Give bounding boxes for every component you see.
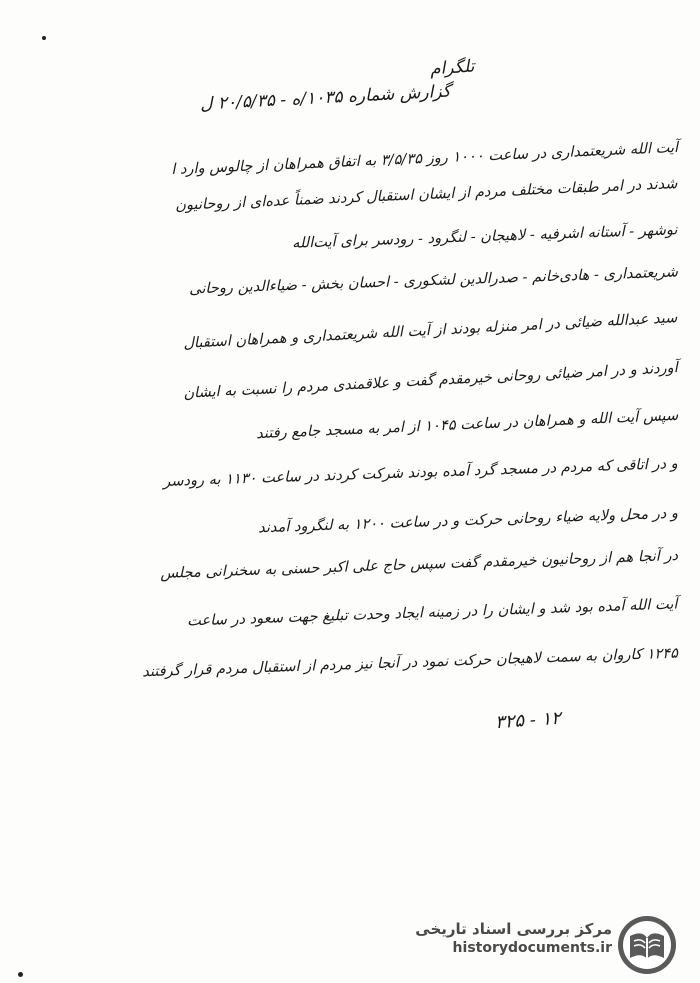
document-line: شدند در امر طبقات مختلف مردم از ایشان استقبال کردند ضمناً عده‌ای از روحانیون [175, 175, 679, 214]
document-line: شریعتمداری - هادی‌خانم - صدرالدین لشکوری - احسان بخش - ضیاءالدین روحانی [188, 263, 679, 298]
document-line: و در محل ولایه ضیاء روحانی حرکت و در ساعت ۱۲۰۰ به لنگرود آمدند [257, 504, 679, 537]
document-line: ۱۲۴۵ کاروان به سمت لاهیجان حرکت نمود در آنجا نیز مردم از استقبال مردم قرار گرفتند [141, 644, 679, 681]
document-line: نوشهر - آستانه اشرفیه - لاهیجان - لنگرود - رودسر برای آیت‌الله [292, 221, 679, 252]
archive-watermark [415, 920, 612, 956]
archive-name: مرکز بررسی اسناد تاریخی [415, 920, 612, 938]
document-line: آوردند و در امر ضیائی روحانی خیرمقدم گفت و علاقمندی مردم را نسبت به ایشان [182, 359, 679, 402]
report-number-line: گزارش شماره ۱۰۳۵/ه - ۲۰/۵/۳۵ ل [199, 81, 452, 115]
book-emblem-icon [616, 914, 678, 976]
document-line: آیت الله شریعتمداری در ساعت ۱۰۰۰ روز ۳/۵/۳۵ به اتفاق همراهان از چالوس وارد ا [170, 138, 679, 179]
document-line: سپس آیت الله و همراهان در ساعت ۱۰۴۵ از امر به مسجد جامع رفتند [255, 406, 679, 443]
scan-speck [18, 972, 23, 977]
document-line: سید عبدالله ضیائی در امر منزله بودند از آیت الله شریعتمداری و همراهان استقبال [183, 309, 679, 352]
document-line: در آنجا هم از روحانیون خیرمقدم گفت سپس حاج علی اکبر حسنی به سخنرانی مجلس [159, 546, 679, 583]
document-line: آیت الله آمده بود شد و ایشان را در زمینه ایجاد وحدت تبلیغ جهت سعود در ساعت [187, 595, 679, 630]
document-line: و در اتاقی که مردم در مسجد گرد آمده بودند شرکت کردند در ساعت ۱۱۳۰ به رودسر [163, 455, 679, 490]
archive-website: historydocuments.ir [452, 940, 612, 956]
signature-initials: ۳۲۵ - ۱۲ [494, 707, 562, 734]
document-header-word: تلگرام [429, 56, 476, 80]
scan-speck [42, 36, 46, 40]
